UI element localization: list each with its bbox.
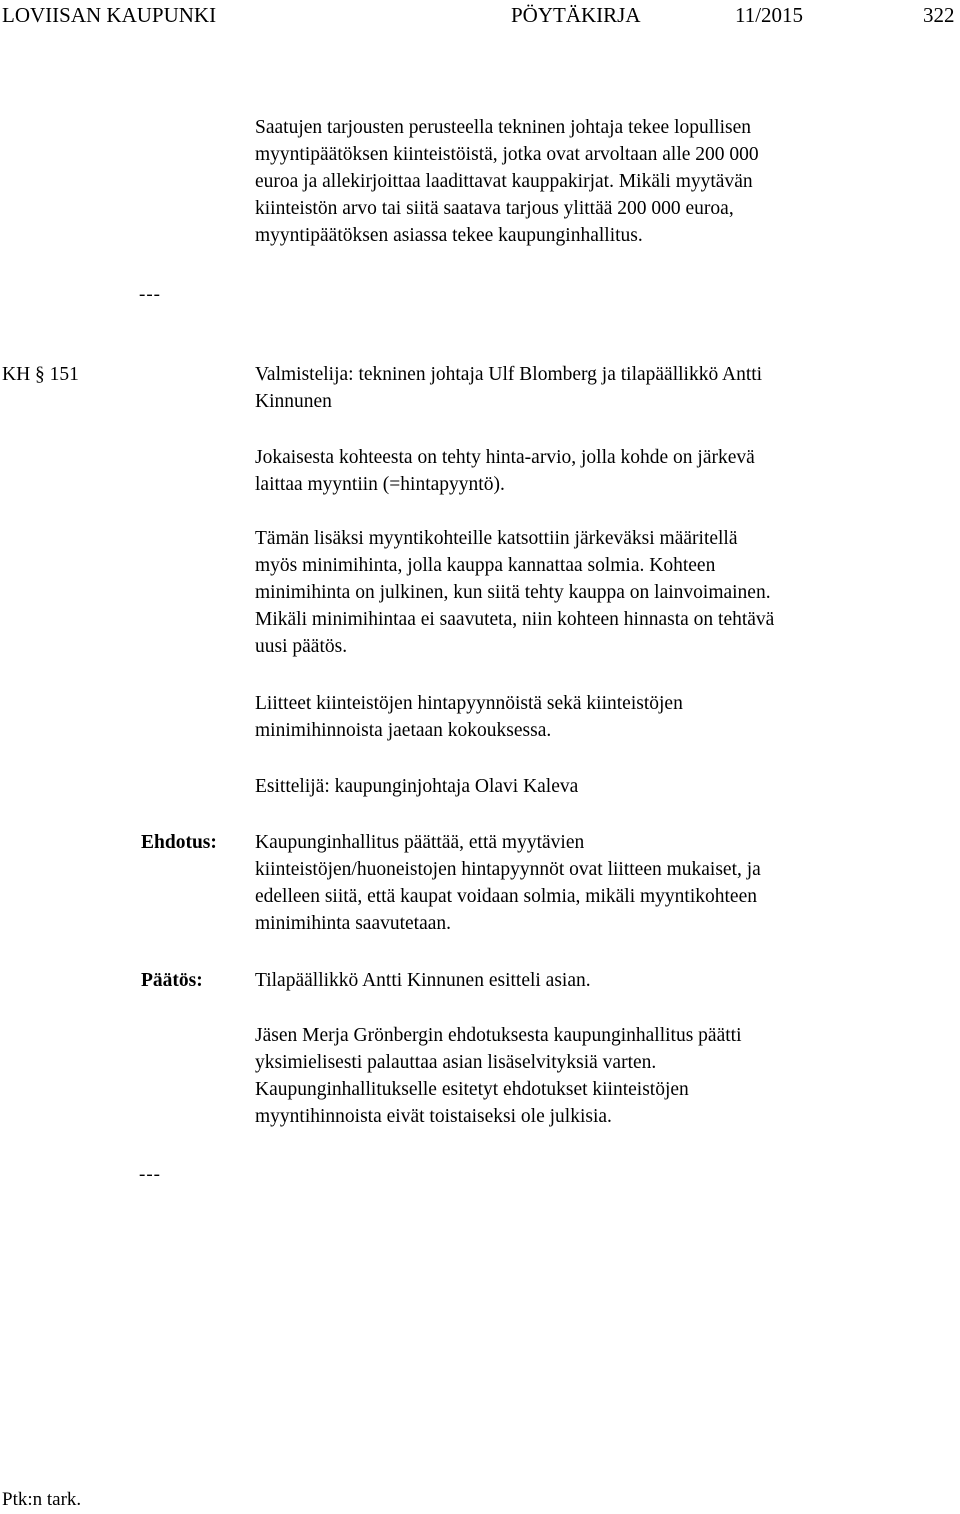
decision-paragraph [255, 1022, 945, 1130]
text-line: Tämän lisäksi myyntikohteille katsottiin järkeväksi määritellä [255, 528, 738, 549]
paragraph-minimum-price [255, 525, 945, 660]
text-line: laittaa myyntiin (=hintapyyntö). [255, 474, 505, 495]
section-separator: --- [139, 1164, 161, 1185]
preparer-paragraph [255, 361, 945, 415]
text-line: Valmistelija: tekninen johtaja Ulf Blomberg ja tilapäällikkö Antti [255, 364, 763, 385]
text-line: Jäsen Merja Grönbergin ehdotuksesta kaupunginhallitus päätti [255, 1025, 742, 1046]
section-separator: --- [139, 284, 161, 305]
text-line: minimihinnoista jaetaan kokouksessa. [255, 720, 552, 741]
proposal-label: Ehdotus: [141, 832, 217, 853]
text-line: yksimielisesti palauttaa asian lisäselvityksiä varten. [255, 1052, 657, 1073]
text-line: edelleen siitä, että kaupat voidaan solmia, mikäli myyntikohteen [255, 886, 757, 907]
text-line: Mikäli minimihintaa ei saavuteta, niin kohteen hinnasta on tehtävä [255, 609, 775, 630]
text-line: kiinteistön arvo tai siitä saatava tarjous ylittää 200 000 euroa, [255, 198, 734, 219]
presenter-line [255, 773, 945, 800]
text-line: Esittelijä: kaupunginjohtaja Olavi Kaleva [255, 776, 579, 797]
text-line: Tilapäällikkö Antti Kinnunen esitteli asian. [255, 970, 591, 991]
document-type: PÖYTÄKIRJA [511, 3, 641, 27]
section-label: KH § 151 [2, 364, 79, 385]
paragraph-attachments [255, 690, 945, 744]
text-line: Kinnunen [255, 391, 332, 412]
organization-name: LOVIISAN KAUPUNKI [2, 3, 217, 27]
text-line: Kaupunginhallitus päättää, että myytävien [255, 832, 585, 853]
text-line: minimihinta on julkinen, kun siitä tehty kauppa on lainvoimainen. [255, 582, 771, 603]
text-line: myyntihinnoista eivät toistaiseksi ole julkisia. [255, 1106, 612, 1127]
text-line: uusi päätös. [255, 636, 348, 657]
page-number: 322 [923, 3, 955, 27]
text-line: myös minimihinta, jolla kauppa kannattaa solmia. Kohteen [255, 555, 716, 576]
text-line: euroa ja allekirjoittaa laadittavat kauppakirjat. Mikäli myytävän [255, 171, 753, 192]
text-line: Jokaisesta kohteesta on tehty hinta-arvio, jolla kohde on järkevä [255, 447, 755, 468]
text-line: myyntipäätöksen kiinteistöistä, jotka ovat arvoltaan alle 200 000 [255, 144, 759, 165]
minutes-checker-label: Ptk:n tark. [2, 1489, 82, 1510]
text-line: minimihinta saavutetaan. [255, 913, 452, 934]
decision-line [255, 967, 945, 994]
intro-paragraph [255, 114, 945, 249]
text-line: Saatujen tarjousten perusteella tekninen johtaja tekee lopullisen [255, 117, 752, 138]
decision-label: Päätös: [141, 970, 203, 991]
text-line: kiinteistöjen/huoneistojen hintapyynnöt ovat liitteen mukaiset, ja [255, 859, 761, 880]
text-line: Liitteet kiinteistöjen hintapyynnöistä sekä kiinteistöjen [255, 693, 683, 714]
proposal-paragraph [255, 829, 945, 937]
paragraph-price-estimate [255, 444, 945, 498]
issue-number: 11/2015 [735, 3, 804, 27]
text-line: Kaupunginhallitukselle esitetyt ehdotukset kiinteistöjen [255, 1079, 689, 1100]
text-line: myyntipäätöksen asiassa tekee kaupunginhallitus. [255, 225, 643, 246]
